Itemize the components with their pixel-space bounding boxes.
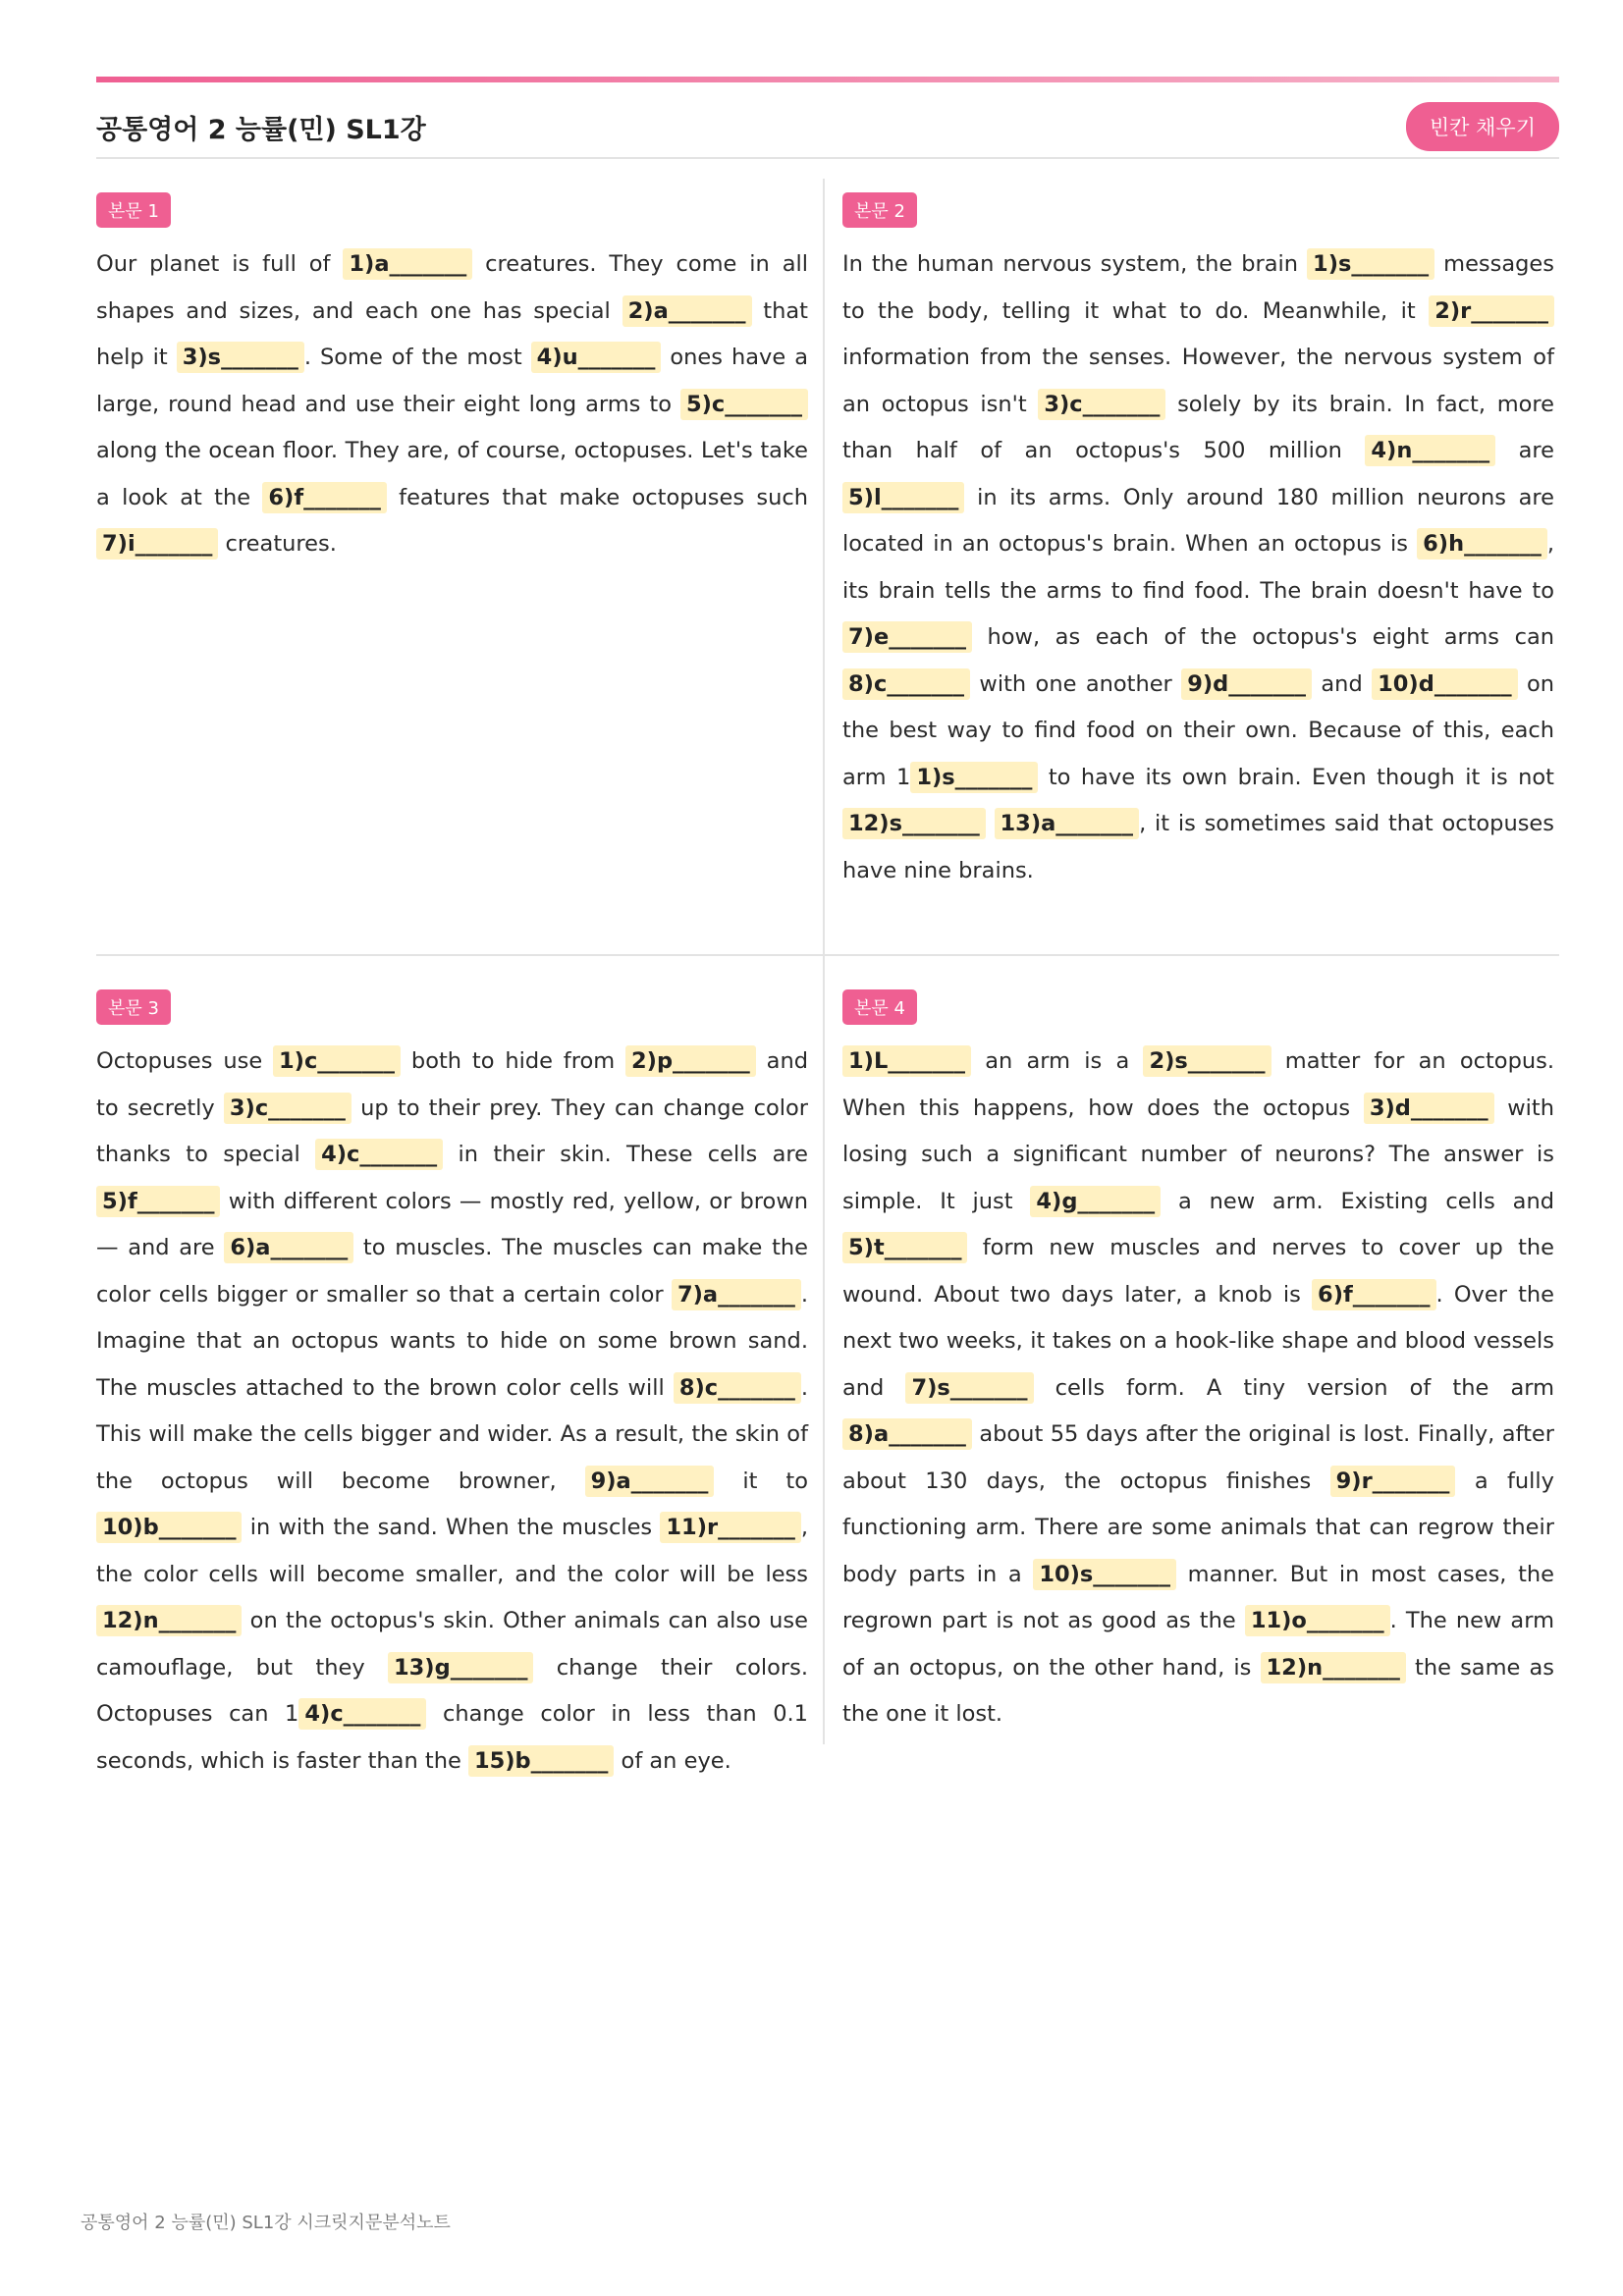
blank-field[interactable]: 1)c_______ (273, 1045, 401, 1077)
blank-field[interactable]: 3)s_______ (177, 342, 304, 373)
passage-text-segment: both to hide from (401, 1048, 626, 1074)
blank-field[interactable]: 4)n_______ (1365, 435, 1495, 466)
passage-text (96, 241, 808, 568)
passage-text-segment (986, 811, 995, 836)
passage-text (842, 241, 1554, 894)
blank-field[interactable]: 7)e_______ (842, 621, 972, 653)
passage-text-segment: about 55 days after the original is lost. Finally, after about 130 days, the octopus finishes (842, 1421, 1554, 1494)
blank-field[interactable]: 13)a_______ (995, 808, 1140, 839)
blank-field[interactable]: 4)g_______ (1030, 1186, 1161, 1217)
passage-text-segment: creatures. They come in all shapes and sizes, and each one has special (96, 251, 809, 324)
passage-text-segment: on the octopus's skin. Other animals can also use camouflage, but they (96, 1608, 808, 1681)
blank-field[interactable]: 6)a_______ (224, 1232, 353, 1263)
passage-text-segment: along the ocean floor. They are, of course, octopuses. Let's take a look at the (96, 438, 808, 510)
blank-field[interactable]: 11)o_______ (1245, 1605, 1390, 1636)
blank-field[interactable]: 8)c_______ (842, 668, 970, 700)
blank-field[interactable]: 6)f_______ (1312, 1279, 1435, 1310)
passage-text-segment: . Some of the most (303, 345, 531, 370)
passage-text (842, 1039, 1554, 1738)
passage-4 (842, 989, 1554, 1738)
blank-field[interactable]: 4)c_______ (298, 1698, 426, 1730)
passage-text-segment: in its arms. Only around 180 million neurons are located in an octopus's brain. When an octopus is (842, 484, 1554, 557)
passage-text-segment: , it is sometimes said that octopuses have nine brains. (842, 811, 1554, 883)
blank-field[interactable]: 4)c_______ (315, 1139, 443, 1170)
passage-text-segment: messages to the body, telling it what to do. Meanwhile, it (842, 251, 1554, 324)
passage-text-segment: . Over the next two weeks, it takes on a hook-like shape and blood vessels and (842, 1281, 1554, 1401)
blank-field[interactable]: 12)n_______ (1261, 1652, 1406, 1683)
passage-text-segment: ones have a large, round head and use their eight long arms to (96, 345, 809, 417)
passage-text-segment: the same as the one it lost. (842, 1654, 1555, 1727)
passage-text-segment: an arm is a (971, 1048, 1144, 1074)
blank-field[interactable]: 5)c_______ (680, 389, 808, 420)
blank-field[interactable]: 11)r_______ (660, 1512, 800, 1543)
blank-field[interactable]: 5)l_______ (842, 482, 964, 513)
passage-text-segment: In the human nervous system, the brain (842, 251, 1308, 277)
blank-field[interactable]: 12)s_______ (842, 808, 986, 839)
passage-tag: 본문 2 (842, 192, 917, 228)
blank-field[interactable]: 6)f_______ (262, 482, 386, 513)
passage-text-segment: cells form. A tiny version of the arm (1033, 1374, 1555, 1401)
passage-text-segment: change their colors. Octopuses can 1 (96, 1654, 809, 1727)
passage-text-segment: with different colors — mostly red, yellow, or brown — and are (96, 1188, 808, 1260)
blank-field[interactable]: 2)s_______ (1143, 1045, 1271, 1077)
passage-text-segment: and (1312, 670, 1373, 697)
passage-text-segment: with losing such a significant number of neurons? The answer is simple. It just (842, 1095, 1555, 1214)
passage-text-segment: how, as each of the octopus's eight arms can (971, 624, 1554, 650)
page-title: 공통영어 2 능률(민) SL1강 (96, 115, 426, 145)
blank-field[interactable]: 4)u_______ (531, 342, 662, 373)
passage-text (96, 1039, 808, 1785)
blank-field[interactable]: 3)d_______ (1364, 1093, 1494, 1124)
blank-field[interactable]: 1)L_______ (842, 1045, 971, 1077)
blank-field[interactable]: 1)s_______ (1307, 248, 1434, 280)
passage-tag: 본문 1 (96, 192, 171, 228)
blank-field[interactable]: 8)a_______ (842, 1418, 972, 1450)
passage-tag: 본문 3 (96, 989, 171, 1025)
blank-field[interactable]: 10)b_______ (96, 1512, 242, 1543)
blank-field[interactable]: 7)s_______ (905, 1372, 1033, 1404)
blank-field[interactable]: 10)s_______ (1033, 1559, 1176, 1590)
passage-text-segment: change color in less than 0.1 seconds, which is faster than the (96, 1701, 808, 1774)
passage-text-segment: in their skin. These cells are (443, 1142, 808, 1167)
passage-text-segment: a new arm. Existing cells and (1161, 1188, 1554, 1214)
blank-field[interactable]: 1)a_______ (343, 248, 472, 280)
passage-1 (96, 192, 808, 568)
passage-text-segment: Octopuses use (96, 1048, 274, 1074)
page-header (96, 98, 1559, 159)
passage-text-segment: creatures. (218, 531, 337, 557)
passage-tag: 본문 4 (842, 989, 917, 1025)
page-footer: 공통영어 2 능률(민) SL1강 시크릿지문분석노트 (81, 2213, 451, 2233)
blank-field[interactable]: 9)d_______ (1181, 668, 1312, 700)
column-divider (823, 179, 825, 1744)
blank-field[interactable]: 3)c_______ (1038, 389, 1165, 420)
passage-text-segment: in with the sand. When the muscles (242, 1515, 661, 1540)
header-accent-bar (96, 77, 1559, 82)
blank-field[interactable]: 7)a_______ (672, 1279, 801, 1310)
passage-text-segment: features that make octopuses such (386, 484, 808, 510)
passage-text-segment: of an eye. (614, 1747, 731, 1774)
passage-text-segment: . This will make the cells bigger and wider. As a result, the skin of the octopus will become browner, (96, 1374, 808, 1494)
passage-text-segment: to have its own brain. Even though it is not (1038, 764, 1554, 790)
blank-field[interactable]: 5)t_______ (842, 1232, 967, 1263)
passage-text-segment: . Imagine that an octopus wants to hide on some brown sand. The muscles attached to the brown color cells will (96, 1281, 808, 1401)
passage-text-segment: are (1495, 438, 1554, 463)
passage-text-segment: matter for an octopus. When this happens, how does the octopus (842, 1048, 1554, 1121)
blank-field[interactable]: 8)c_______ (674, 1372, 801, 1404)
passage-text-segment: , its brain tells the arms to find food. The brain doesn't have to (842, 531, 1554, 604)
passage-text-segment: solely by its brain. In fact, more than half of an octopus's 500 million (842, 391, 1554, 463)
blank-field[interactable]: 12)n_______ (96, 1605, 242, 1636)
passage-text-segment: with one another (970, 670, 1182, 697)
blank-field[interactable]: 3)c_______ (224, 1093, 352, 1124)
blank-field[interactable]: 15)b_______ (468, 1745, 614, 1777)
blank-field[interactable]: 9)a_______ (585, 1466, 715, 1497)
passage-text-segment: . The new arm of an octopus, on the other hand, is (842, 1608, 1554, 1681)
passage-text-segment: manner. But in most cases, the regrown part is not as good as the (842, 1561, 1554, 1633)
passage-text-segment: that help it (96, 297, 808, 370)
passage-text-segment: Our planet is full of (96, 251, 344, 277)
passage-text-segment: form new muscles and nerves to cover up the wound. About two days later, a knob is (842, 1235, 1554, 1308)
blank-field[interactable]: 6)h_______ (1417, 528, 1547, 560)
passage-3 (96, 989, 808, 1785)
blank-field[interactable]: 2)a_______ (622, 295, 752, 327)
fill-blank-mode-button[interactable]: 빈칸 채우기 (1406, 102, 1559, 151)
blank-field[interactable]: 10)d_______ (1372, 668, 1517, 700)
passage-text-segment: on the best way to find food on their own. Because of this, each arm 1 (842, 670, 1554, 790)
blank-field[interactable]: 1)s_______ (910, 762, 1038, 793)
passage-text-segment: up to their prey. They can change color thanks to special (96, 1095, 808, 1167)
passage-text-segment: it to (714, 1468, 808, 1494)
passage-text-segment: a fully functioning arm. There are some animals that can regrow their body parts in a (842, 1468, 1554, 1587)
blank-field[interactable]: 13)g_______ (388, 1652, 533, 1683)
passage-text-segment: , the color cells will become smaller, and the color will be less (96, 1515, 808, 1587)
passage-text-segment: to muscles. The muscles can make the color cells bigger or smaller so that a certain color (96, 1235, 808, 1308)
blank-field[interactable]: 2)r_______ (1429, 295, 1554, 327)
blank-field[interactable]: 2)p_______ (625, 1045, 756, 1077)
blank-field[interactable]: 7)i_______ (96, 528, 218, 560)
passage-text-segment: and to secretly (96, 1048, 808, 1121)
row-divider (96, 954, 1559, 956)
blank-field[interactable]: 9)r_______ (1330, 1466, 1456, 1497)
passage-text-segment: information from the senses. However, the nervous system of an octopus isn't (842, 345, 1554, 417)
passage-2 (842, 192, 1554, 894)
blank-field[interactable]: 5)f_______ (96, 1186, 220, 1217)
